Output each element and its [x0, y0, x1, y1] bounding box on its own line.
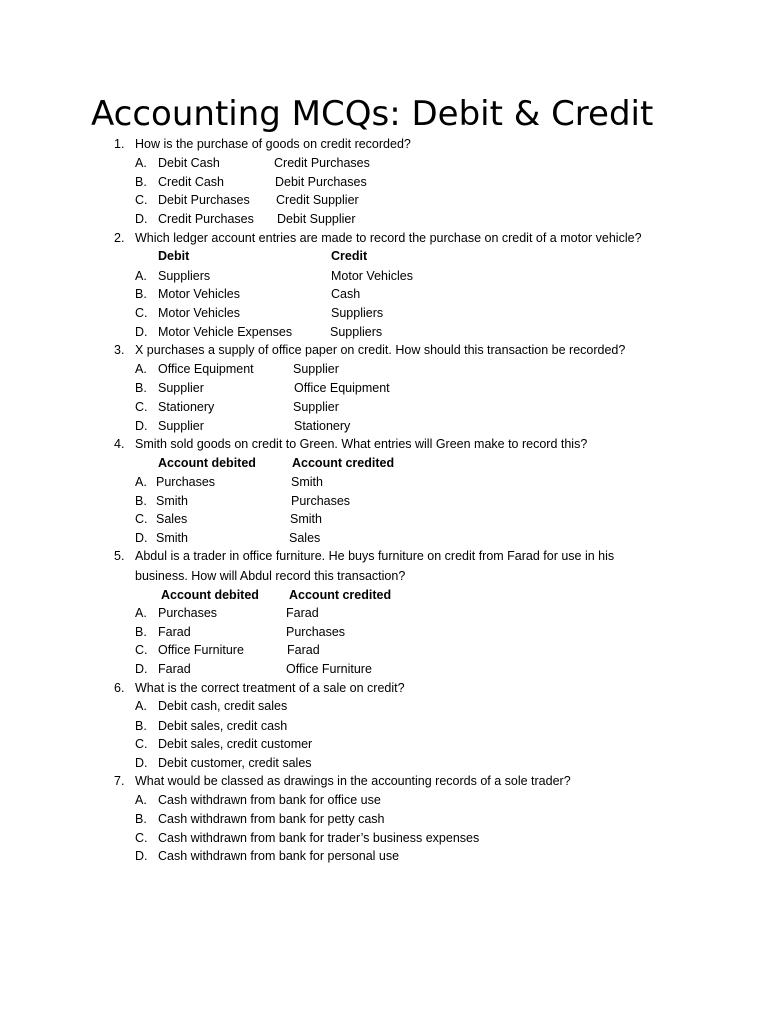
option-letter: D.	[135, 756, 148, 770]
option-letter: B.	[135, 719, 147, 733]
option-debit: Farad	[158, 662, 191, 676]
option-text: Cash withdrawn from bank for personal use	[158, 849, 400, 863]
option-letter: A.	[135, 475, 147, 489]
option-debit: Credit Purchases	[158, 212, 254, 226]
option-credit: Suppliers	[331, 306, 384, 320]
option-debit: Motor Vehicle Expenses	[158, 325, 293, 339]
option-debit: Smith	[156, 531, 188, 545]
option-letter: B.	[135, 175, 147, 189]
option-debit: Office Furniture	[158, 643, 244, 657]
question-text-line2: business. How will Abdul record this transaction?	[135, 569, 406, 583]
option-letter: C.	[135, 643, 148, 657]
option-letter: D.	[135, 531, 148, 545]
option-letter: C.	[135, 831, 148, 845]
option-credit: Office Equipment	[294, 381, 390, 395]
option-credit: Sales	[289, 531, 321, 545]
column-header-debit: Debit	[158, 249, 190, 263]
option-letter: D.	[135, 419, 148, 433]
option-letter: D.	[135, 662, 148, 676]
option-letter: C.	[135, 400, 148, 414]
option-letter: A.	[135, 793, 147, 807]
question-text: What would be classed as drawings in the accounting records of a sole trader?	[135, 774, 571, 788]
option-debit: Office Equipment	[158, 362, 254, 376]
option-credit: Debit Purchases	[275, 175, 367, 189]
option-text: Cash withdrawn from bank for petty cash	[158, 812, 385, 826]
option-letter: D.	[135, 849, 148, 863]
question-text: How is the purchase of goods on credit recorded?	[135, 137, 411, 151]
option-letter: A.	[135, 269, 147, 283]
option-letter: B.	[135, 287, 147, 301]
option-letter: C.	[135, 306, 148, 320]
column-header-debit: Account debited	[158, 456, 256, 470]
option-credit: Motor Vehicles	[331, 269, 413, 283]
option-letter: C.	[135, 193, 148, 207]
column-header-debit: Account debited	[161, 588, 259, 602]
option-debit: Purchases	[158, 606, 218, 620]
option-credit: Stationery	[294, 419, 351, 433]
option-debit: Debit Purchases	[158, 193, 250, 207]
option-debit: Sales	[156, 512, 188, 526]
question-number: 3.	[114, 343, 125, 357]
option-credit: Supplier	[293, 362, 339, 376]
page-title: Accounting MCQs: Debit & Credit	[91, 94, 654, 134]
option-letter: A.	[135, 606, 147, 620]
question-number: 1.	[114, 137, 125, 151]
option-letter: A.	[135, 699, 147, 713]
option-debit: Supplier	[158, 381, 204, 395]
option-letter: B.	[135, 625, 147, 639]
option-credit: Smith	[290, 512, 322, 526]
option-debit: Suppliers	[158, 269, 211, 283]
option-credit: Purchases	[291, 494, 351, 508]
column-header-credit: Account credited	[289, 588, 392, 602]
option-debit: Motor Vehicles	[158, 287, 240, 301]
option-credit: Cash	[331, 287, 361, 301]
option-debit: Farad	[158, 625, 191, 639]
option-credit: Smith	[291, 475, 323, 489]
option-credit: Purchases	[286, 625, 346, 639]
option-debit: Purchases	[156, 475, 216, 489]
option-letter: C.	[135, 512, 148, 526]
option-debit: Supplier	[158, 419, 204, 433]
option-letter: D.	[135, 325, 148, 339]
option-text: Debit cash, credit sales	[158, 699, 288, 713]
option-debit: Debit Cash	[158, 156, 220, 170]
question-number: 5.	[114, 549, 125, 563]
column-header-credit: Account credited	[292, 456, 395, 470]
question-text: X purchases a supply of office paper on credit. How should this transaction be recorded?	[135, 343, 626, 357]
option-debit: Stationery	[158, 400, 215, 414]
option-debit: Motor Vehicles	[158, 306, 240, 320]
question-text: Smith sold goods on credit to Green. What entries will Green make to record this?	[135, 437, 588, 451]
option-text: Debit customer, credit sales	[158, 756, 312, 770]
option-letter: D.	[135, 212, 148, 226]
option-debit: Smith	[156, 494, 188, 508]
option-text: Debit sales, credit customer	[158, 737, 313, 751]
option-letter: A.	[135, 362, 147, 376]
option-credit: Credit Purchases	[274, 156, 370, 170]
question-number: 4.	[114, 437, 125, 451]
question-text: What is the correct treatment of a sale on credit?	[135, 681, 405, 695]
question-text: Which ledger account entries are made to record the purchase on credit of a motor vehicle?	[135, 231, 642, 245]
question-text-line1: Abdul is a trader in office furniture. He buys furniture on credit from Farad for use in his	[135, 549, 615, 563]
option-letter: B.	[135, 381, 147, 395]
option-credit: Farad	[287, 643, 320, 657]
column-header-credit: Credit	[331, 249, 368, 263]
option-letter: C.	[135, 737, 148, 751]
option-letter: B.	[135, 494, 147, 508]
option-credit: Credit Supplier	[276, 193, 359, 207]
option-credit: Supplier	[293, 400, 339, 414]
option-letter: A.	[135, 156, 147, 170]
question-number: 7.	[114, 774, 125, 788]
question-number: 2.	[114, 231, 125, 245]
option-credit: Farad	[286, 606, 319, 620]
option-letter: B.	[135, 812, 147, 826]
option-text: Debit sales, credit cash	[158, 719, 288, 733]
option-credit: Suppliers	[330, 325, 383, 339]
option-credit: Office Furniture	[286, 662, 372, 676]
option-text: Cash withdrawn from bank for trader’s business expenses	[158, 831, 480, 845]
option-debit: Credit Cash	[158, 175, 224, 189]
question-number: 6.	[114, 681, 125, 695]
option-credit: Debit Supplier	[277, 212, 356, 226]
option-text: Cash withdrawn from bank for office use	[158, 793, 381, 807]
